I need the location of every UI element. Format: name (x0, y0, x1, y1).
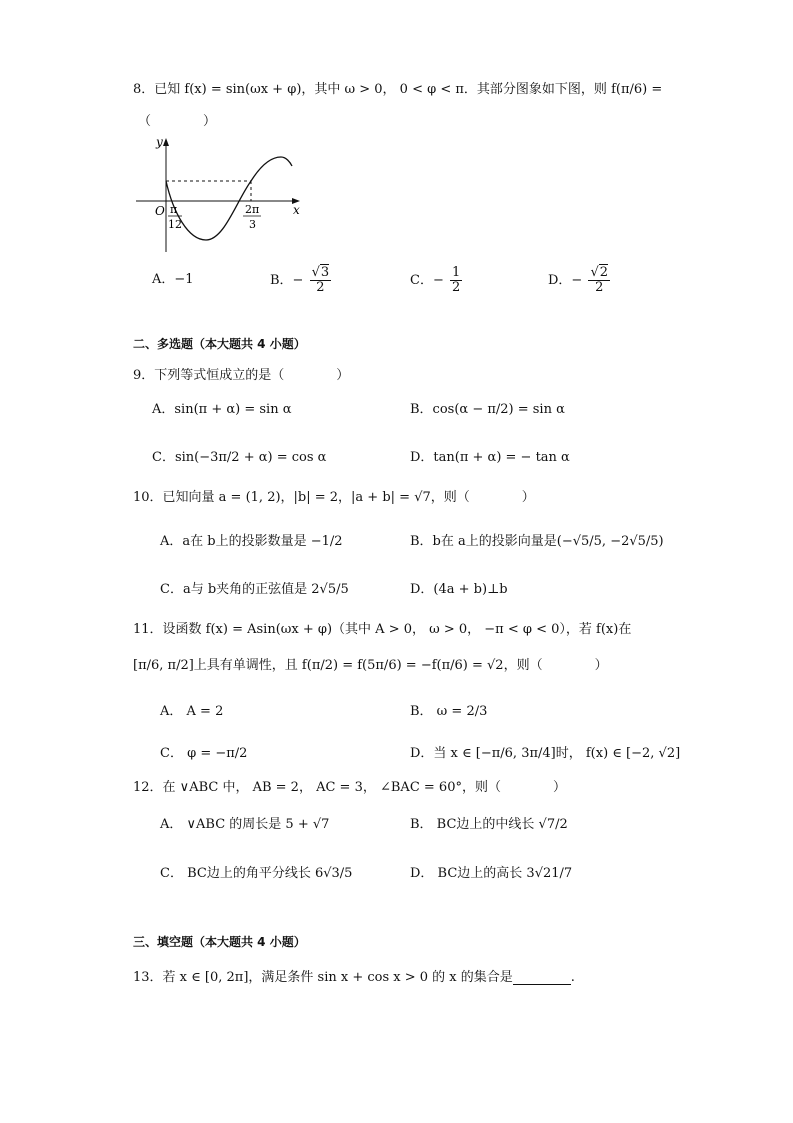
q10-option-a[interactable]: A．a在 b上的投影数量是 −1/2 (160, 534, 343, 549)
q8-graph (128, 132, 308, 262)
q10-option-d[interactable]: D．(4a + b)⊥b (410, 582, 508, 597)
q11-option-d[interactable]: D．当 x ∈ [−π/6, 3π/4]时， f(x) ∈ [−2, √2] (410, 746, 681, 761)
svg-text:2π: 2π (245, 203, 260, 216)
q10-option-c[interactable]: C．a与 b夹角的正弦值是 2√5/5 (160, 582, 349, 597)
q12-option-a[interactable]: A． ∨ABC 的周长是 5 + √7 (160, 817, 330, 832)
q12-option-d[interactable]: D． BC边上的高长 3√21/7 (410, 866, 573, 881)
q9-option-a[interactable]: A．sin(π + α) = sin α (152, 402, 292, 417)
q8-option-a[interactable]: A．−1 (152, 272, 194, 287)
q9-stem: 9．下列等式恒成立的是（ ） (133, 368, 350, 383)
q11-option-c[interactable]: C． φ = −π/2 (160, 746, 248, 761)
q13-answer-blank[interactable] (513, 970, 571, 985)
svg-text:12: 12 (168, 218, 182, 231)
q9-option-c[interactable]: C．sin(−3π/2 + α) = cos α (152, 450, 327, 465)
q12-stem: 12．在 ∨ABC 中， AB = 2， AC = 3， ∠BAC = 60°，则（ ） (133, 780, 566, 795)
q9-option-d[interactable]: D．tan(π + α) = − tan α (410, 450, 570, 465)
q10-stem: 10．已知向量 a = (1, 2)，|b| = 2，|a + b| = √7，则（ ） (133, 490, 535, 505)
q12-option-c[interactable]: C． BC边上的角平分线长 6√3/5 (160, 866, 353, 881)
q11-option-a[interactable]: A． A = 2 (160, 704, 224, 719)
q11-option-b[interactable]: B． ω = 2/3 (410, 704, 488, 719)
q11-stem-line1: 11．设函数 f(x) = Asin(ωx + φ)（其中 A > 0， ω > 0， −π < φ < 0），若 f(x)在 (133, 622, 632, 637)
section2-title: 二、多选题（本大题共 4 小题） (133, 337, 306, 351)
q8-option-d[interactable]: D．− $\frac{√2}{2}$ (548, 265, 609, 295)
q9-option-b[interactable]: B．cos(α − π/2) = sin α (410, 402, 565, 417)
q11-stem-line2: [π/6, π/2]上具有单调性，且 f(π/2) = f(5π/6) = −f(π/6) = √2，则（ ） (133, 658, 608, 673)
graph-y-label: y (156, 135, 163, 149)
q8-stem: 8．已知 f(x) = sin(ωx + φ)，其中 ω > 0， 0 < φ < π．其部分图象如下图，则 f(π/6) = (133, 82, 663, 97)
svg-text:π: π (170, 203, 178, 216)
svg-text:3: 3 (249, 218, 256, 231)
q13-stem: 13．若 x ∈ [0, 2π]，满足条件 sin x + cos x > 0 的 x 的集合是 . (133, 970, 575, 985)
q8-option-c[interactable]: C．− $\frac{1}{2}$ (410, 265, 461, 295)
q8-option-b[interactable]: B．− $\frac{√3}{2}$ (270, 265, 330, 295)
q8-ask: f(π/6) = (611, 82, 663, 97)
graph-x-label: x (293, 203, 300, 217)
q12-option-b[interactable]: B． BC边上的中线长 √7/2 (410, 817, 568, 832)
q10-option-b[interactable]: B．b在 a上的投影向量是(−√5/5, −2√5/5) (410, 534, 664, 549)
graph-origin: O (155, 204, 165, 218)
section3-title: 三、填空题（本大题共 4 小题） (133, 935, 306, 949)
q8-paren: （ ） (138, 114, 217, 129)
